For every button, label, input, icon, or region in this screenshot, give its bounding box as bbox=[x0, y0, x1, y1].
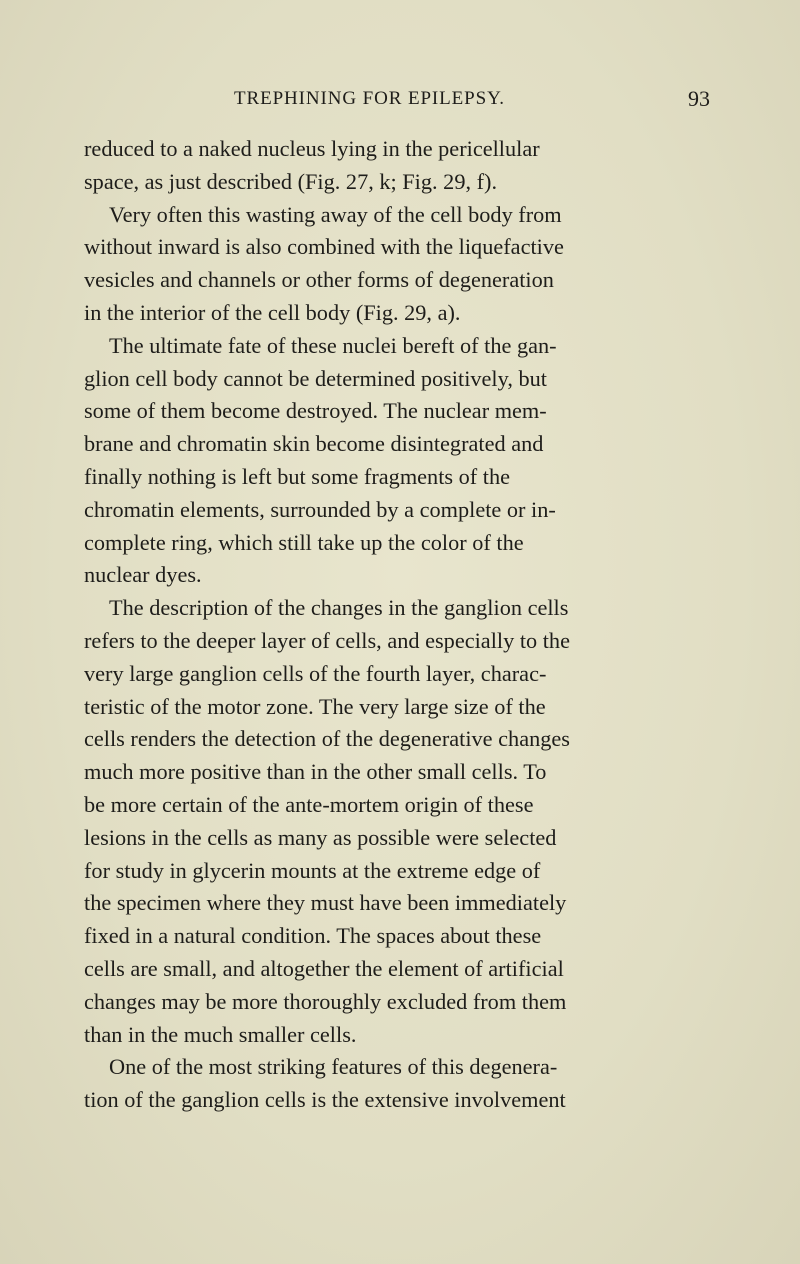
text-line: finally nothing is left but some fragments of the bbox=[84, 463, 511, 489]
text-line: brane and chromatin skin become disintegrated and bbox=[84, 431, 544, 457]
text-line: than in the much smaller cells. bbox=[84, 1021, 357, 1047]
text-line: vesicles and channels or other forms of degeneration bbox=[84, 267, 554, 293]
text-line: without inward is also combined with the liquefactive bbox=[84, 234, 564, 260]
text-line: cells renders the detection of the degenerative changes bbox=[84, 726, 570, 752]
text-line: teristic of the motor zone. The very large size of the bbox=[84, 693, 546, 719]
text-line: for study in glycerin mounts at the extreme edge of bbox=[84, 857, 541, 883]
paragraph-start-line: Very often this wasting away of the cell body from bbox=[109, 201, 562, 227]
paragraph-start-line: The description of the changes in the ganglion cells bbox=[109, 595, 569, 621]
text-line: chromatin elements, surrounded by a complete or in- bbox=[84, 496, 556, 522]
paragraph-start-line: One of the most striking features of this degenera- bbox=[109, 1054, 558, 1080]
text-line: glion cell body cannot be determined positively, but bbox=[84, 365, 547, 391]
text-line: refers to the deeper layer of cells, and especially to the bbox=[84, 627, 570, 653]
text-line: space, as just described (Fig. 27, k; Fig. 29, f). bbox=[84, 168, 498, 194]
text-line: very large ganglion cells of the fourth layer, charac- bbox=[84, 660, 547, 686]
text-line: reduced to a naked nucleus lying in the pericellular bbox=[84, 136, 540, 161]
page-number: 93 bbox=[688, 86, 710, 111]
text-line: tion of the ganglion cells is the extensive involvement bbox=[84, 1087, 566, 1113]
text-line: changes may be more thoroughly excluded from them bbox=[84, 988, 567, 1014]
text-line: complete ring, which still take up the color of the bbox=[84, 529, 524, 555]
paragraph-start-line: The ultimate fate of these nuclei bereft of the gan- bbox=[109, 332, 557, 358]
text-line: lesions in the cells as many as possible were selected bbox=[84, 824, 557, 850]
text-line: in the interior of the cell body (Fig. 29, a). bbox=[84, 299, 461, 325]
text-line: nuclear dyes. bbox=[84, 562, 202, 588]
text-line: cells are small, and altogether the element of artificial bbox=[84, 955, 564, 981]
text-line: be more certain of the ante-mortem origin of these bbox=[84, 791, 534, 817]
running-head bbox=[84, 88, 710, 118]
text-line: much more positive than in the other small cells. To bbox=[84, 759, 547, 785]
running-title: TREPHINING FOR EPILEPSY. bbox=[234, 88, 505, 109]
body-text bbox=[84, 133, 714, 1117]
text-line: some of them become destroyed. The nuclear mem- bbox=[84, 398, 547, 424]
text-line: the specimen where they must have been immediately bbox=[84, 890, 567, 916]
text-line: fixed in a natural condition. The spaces about these bbox=[84, 923, 542, 949]
